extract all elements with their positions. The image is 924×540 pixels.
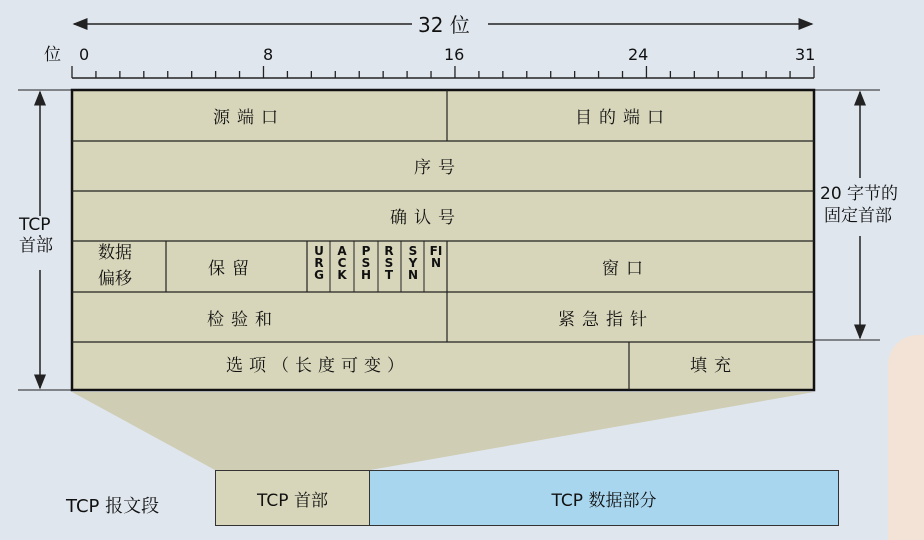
flag-urg: URG (314, 244, 324, 282)
field-source-port: 源端口 (213, 108, 285, 128)
field-ack-number: 确认号 (390, 208, 462, 228)
tick-label-31: 31 (795, 45, 816, 64)
field-destination-port: 目的端口 (575, 108, 671, 128)
fixed-header-label-line1: 20 字节的 (820, 184, 899, 204)
flag-rst: RST (384, 244, 394, 282)
field-options: 选项（长度可变） (226, 356, 410, 376)
tcp-header-label-line1: TCP (19, 215, 51, 235)
tcp-header-table (72, 90, 814, 390)
tick-label-16: 16 (444, 45, 465, 64)
field-data-offset-line1: 数据 (98, 243, 132, 263)
header-funnel (72, 392, 814, 470)
bit-ruler-ticks (72, 66, 814, 78)
flag-fin: FIN (429, 244, 443, 270)
segment-header-label: TCP 首部 (257, 490, 328, 511)
tick-label-8: 8 (263, 45, 274, 64)
segment-header-box (215, 470, 370, 526)
bit-label: 位 (44, 45, 61, 65)
segment-data-label: TCP 数据部分 (551, 490, 657, 511)
field-checksum: 检验和 (207, 310, 279, 330)
flag-ack: ACK (337, 244, 347, 282)
field-data-offset-line2: 偏移 (98, 269, 132, 289)
bits-title: 32 位 (418, 13, 470, 37)
segment-data-box (369, 470, 839, 526)
field-urgent-pointer: 紧急指针 (558, 310, 654, 330)
field-sequence-number: 序号 (414, 158, 462, 178)
fixed-header-label-line2: 固定首部 (824, 206, 892, 226)
flag-psh: PSH (360, 244, 372, 282)
tick-label-24: 24 (628, 45, 649, 64)
flag-syn: SYN (407, 244, 419, 282)
field-reserved: 保留 (208, 259, 256, 279)
tcp-header-label-line2: 首部 (19, 236, 53, 256)
tick-label-0: 0 (79, 45, 90, 64)
field-padding: 填充 (690, 356, 738, 376)
field-window: 窗口 (602, 259, 650, 279)
presenter-arm (888, 335, 924, 540)
tcp-segment-label: TCP 报文段 (66, 496, 160, 517)
